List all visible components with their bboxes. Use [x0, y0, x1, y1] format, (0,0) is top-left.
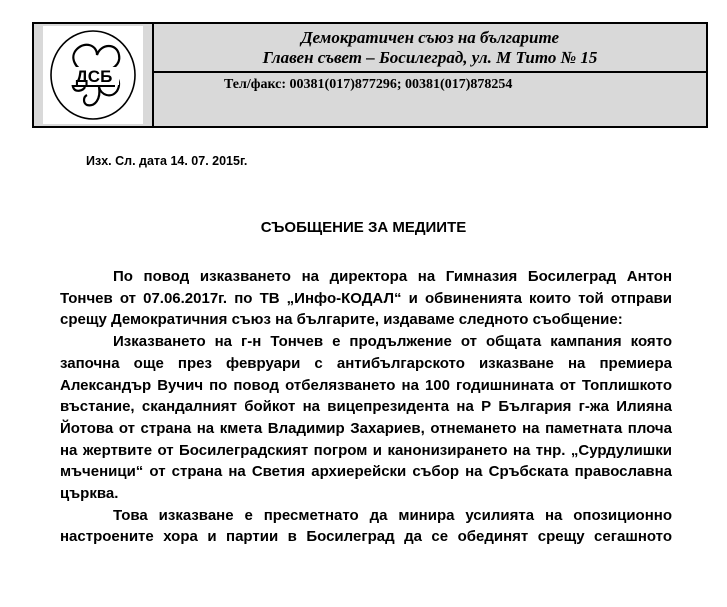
document-body	[60, 266, 672, 548]
clover-logo-icon	[47, 29, 139, 121]
reference-line: Изх. Сл. дата 14. 07. 2015г.	[86, 154, 248, 168]
logo-cell	[34, 24, 154, 126]
dsb-logo	[43, 26, 143, 124]
paragraph: Изказването на г-н Тончев е продължение от общата кампания която започна още през февруари с антибългарското изказване на премиера Александър Вучич по повод отбелязването на 100 годишнината от Топлишкото въстание, скандалният бойкот на вицепрезидента на Р България г-жа Илияна Йотова от страна на кмета Владимир Захариев, отнемането на паметната плоча на жертвите от Босилеградският погром и канонизирането на тнр. „Сурдулишки мъченици“ от страна на Светия архиерейски събор на Сръбската православна църква.	[60, 333, 672, 503]
letterhead-title-block	[154, 24, 706, 73]
phone-fax: Тел/факс: 00381(017)877296; 00381(017)878254	[224, 77, 513, 92]
logo-text: ДСБ	[75, 67, 113, 86]
document-title: СЪОБЩЕНИЕ ЗА МЕДИИТЕ	[260, 219, 467, 236]
letterhead	[32, 22, 708, 128]
org-address: Главен съвет – Босилеград, ул. М Тито № 15	[262, 47, 598, 67]
letterhead-info	[154, 24, 706, 126]
org-name: Демократичен съюз на българите	[300, 27, 560, 47]
org-contacts	[154, 73, 706, 126]
paragraph: Това изказване е пресметнато да минира усилията на опозиционно настроените хора и партии в Босилеград да се обединят срещу сегашното	[60, 506, 672, 546]
paragraph: По повод изказването на директора на Гимназия Босилеград Антон Тончев от 07.06.2017г. по ТВ „Инфо-КОДАЛ“ и обвиненията които той отправи срещу Демократичния съюз на българите, издаваме следното съобщение:	[60, 268, 672, 329]
